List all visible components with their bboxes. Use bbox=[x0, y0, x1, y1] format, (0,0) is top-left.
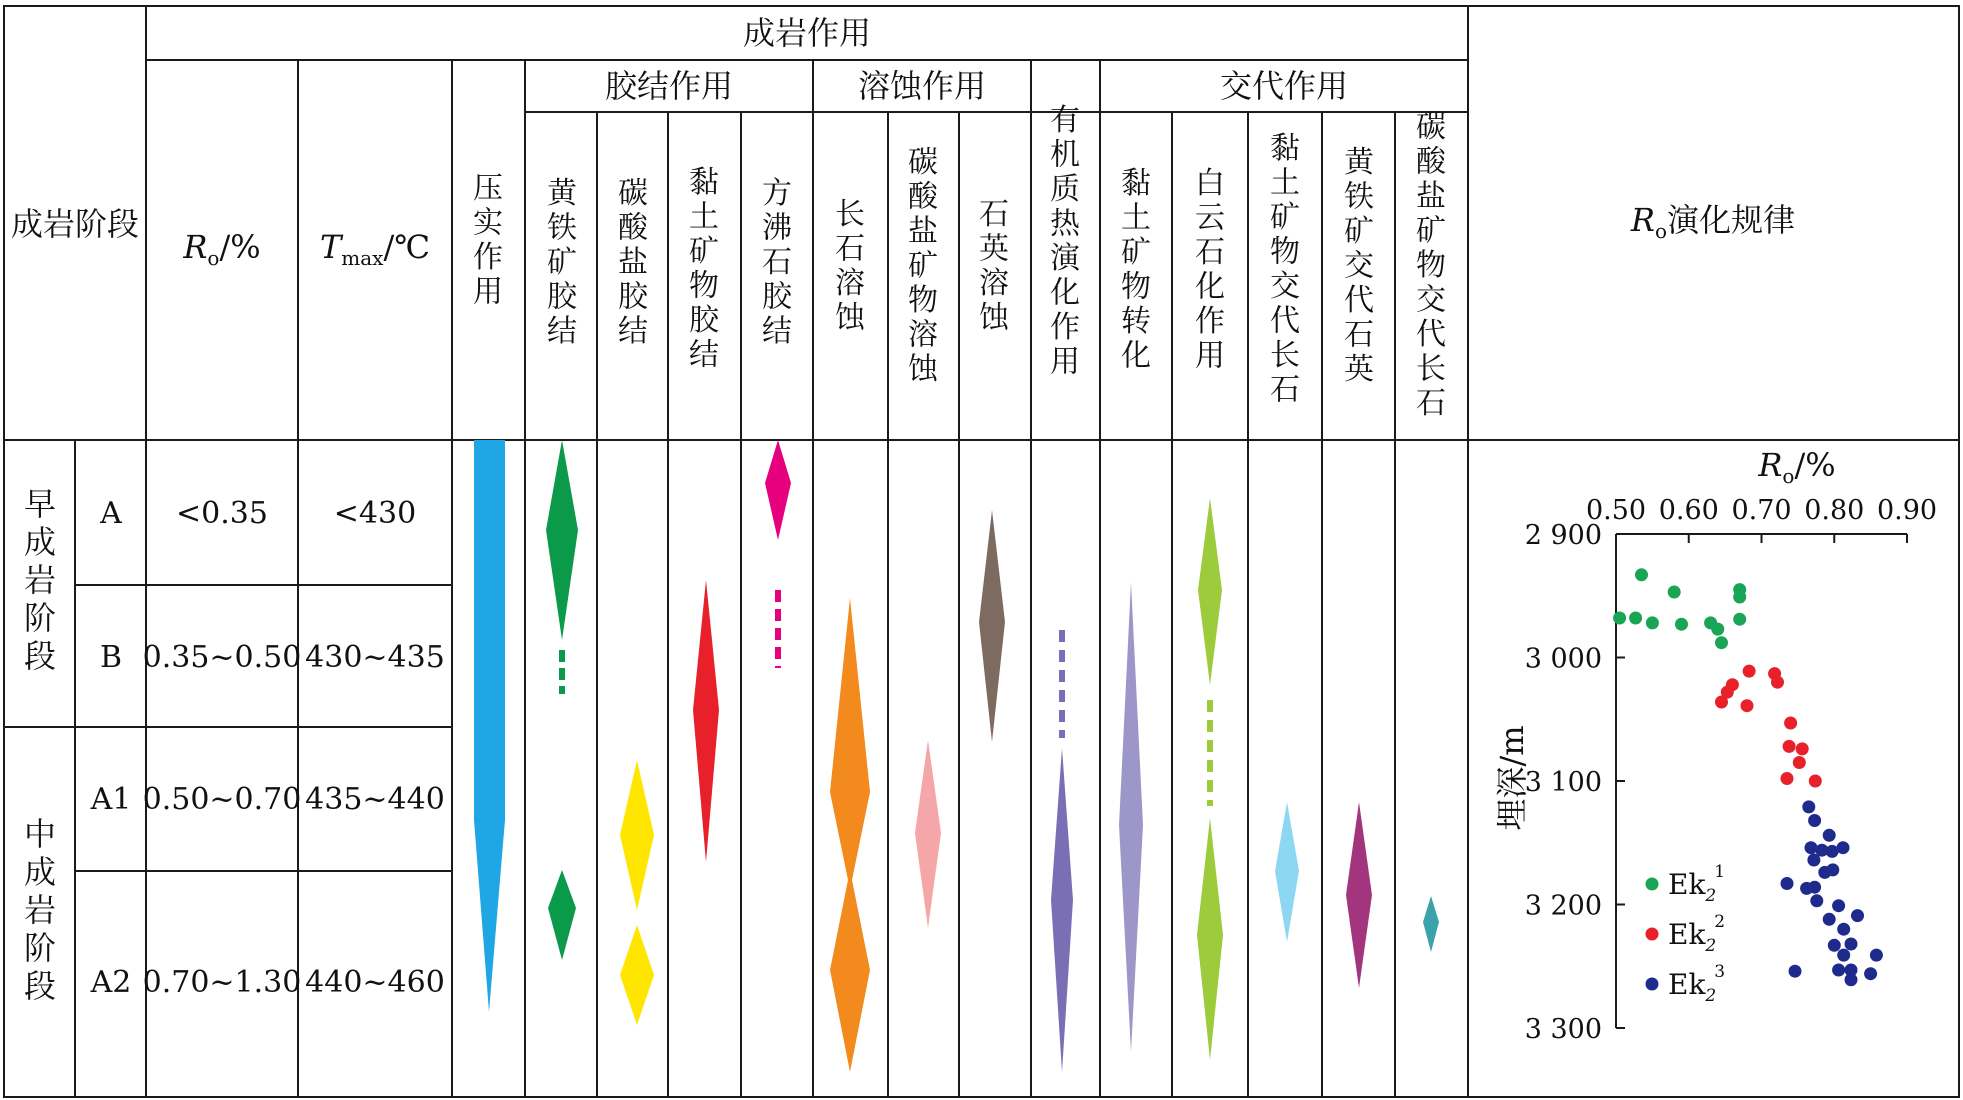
data-point-series-2 bbox=[1741, 699, 1754, 712]
legend-label: $Ek_21$ bbox=[1668, 862, 1726, 906]
dissolution-header: 溶蚀作用 bbox=[857, 67, 987, 105]
pyrite-cement-diamond-1 bbox=[546, 440, 578, 640]
data-point-series-1 bbox=[1675, 618, 1688, 631]
carbonate-cement-diamond-1 bbox=[620, 760, 654, 910]
y-tick-label: 3 300 bbox=[1524, 1014, 1602, 1045]
data-point-series-2 bbox=[1783, 740, 1796, 753]
chart-x-ticks bbox=[1586, 495, 1937, 543]
ro-evolution-header: $R_o$演化规律 bbox=[1630, 201, 1796, 243]
clay-cement-label: 黏土矿物胶结 bbox=[689, 165, 719, 373]
clay-replace-diamond bbox=[1275, 802, 1299, 942]
compaction-bar bbox=[474, 440, 505, 1012]
legend-marker bbox=[1646, 978, 1659, 991]
row-b-ro: 0.35~0.50 bbox=[142, 640, 302, 675]
legend-marker bbox=[1646, 928, 1659, 941]
row-a2-ro: 0.70~1.30 bbox=[142, 965, 302, 1000]
chart-points bbox=[1613, 568, 1883, 986]
clay-transform-diamond bbox=[1119, 582, 1143, 1052]
middle-stage-label: 中成岩阶段 bbox=[23, 815, 57, 1005]
feldspar-diss-label: 长石溶蚀 bbox=[835, 197, 865, 336]
ro-header: $R_o/\%$ bbox=[183, 228, 261, 270]
carbonate-diss-diamond bbox=[915, 740, 941, 928]
data-point-series-3 bbox=[1810, 894, 1823, 907]
dolomite-diamond-1 bbox=[1198, 498, 1222, 685]
y-tick-label: 3 000 bbox=[1524, 643, 1602, 675]
cementation-header: 胶结作用 bbox=[604, 67, 734, 105]
data-point-series-3 bbox=[1807, 854, 1820, 867]
data-point-series-3 bbox=[1826, 863, 1839, 876]
organic-diamond bbox=[1051, 748, 1073, 1072]
data-point-series-1 bbox=[1733, 591, 1746, 604]
data-point-series-3 bbox=[1808, 814, 1821, 827]
row-a-ro: <0.35 bbox=[176, 496, 268, 531]
data-point-series-3 bbox=[1781, 877, 1794, 890]
dolomitization-label: 白云石化作用 bbox=[1195, 166, 1225, 374]
feldspar-diss-bar bbox=[830, 598, 870, 1072]
data-point-series-1 bbox=[1613, 612, 1626, 625]
legend-label: $Ek_23$ bbox=[1668, 962, 1726, 1006]
row-a2-sub: A2 bbox=[90, 965, 132, 1000]
early-stage-label: 早成岩阶段 bbox=[23, 485, 57, 675]
row-a-sub: A bbox=[100, 496, 122, 531]
ro-scatter-chart bbox=[1493, 446, 1937, 1045]
data-point-series-1 bbox=[1646, 616, 1659, 629]
chart-y-label: 埋深/m bbox=[1493, 725, 1531, 831]
carbonate-replace-feldspar-label: 碳酸盐矿物交代长石 bbox=[1416, 110, 1446, 421]
x-tick-label: 0.60 bbox=[1658, 495, 1719, 526]
data-point-series-3 bbox=[1823, 829, 1836, 842]
pyrite-replace-diamond bbox=[1346, 802, 1372, 988]
row-a2-tmax: 440~460 bbox=[305, 965, 445, 1000]
data-point-series-3 bbox=[1837, 923, 1850, 936]
row-a1-sub: A1 bbox=[90, 782, 132, 817]
pyrite-cement-label: 黄铁矿胶结 bbox=[547, 176, 577, 349]
clay-replace-feldspar-label: 黏土矿物交代长石 bbox=[1270, 131, 1300, 408]
data-point-series-2 bbox=[1781, 772, 1794, 785]
pyrite-replace-quartz-label: 黄铁矿交代石英 bbox=[1344, 145, 1374, 387]
data-point-series-3 bbox=[1845, 938, 1858, 951]
data-point-series-3 bbox=[1837, 841, 1850, 854]
chart-legend bbox=[1646, 862, 1726, 1006]
x-tick-label: 0.90 bbox=[1876, 495, 1938, 526]
data-point-series-1 bbox=[1715, 636, 1728, 649]
carbonate-replace-diamond bbox=[1423, 896, 1439, 952]
data-point-series-3 bbox=[1800, 882, 1813, 895]
quartz-diss-label: 石英溶蚀 bbox=[979, 197, 1009, 336]
carbonate-diss-label: 碳酸盐矿物溶蚀 bbox=[908, 145, 938, 387]
row-b-sub: B bbox=[99, 640, 123, 675]
data-point-series-1 bbox=[1629, 612, 1642, 625]
data-point-series-3 bbox=[1845, 973, 1858, 986]
data-point-series-1 bbox=[1733, 613, 1746, 626]
data-point-series-2 bbox=[1793, 756, 1806, 769]
data-point-series-3 bbox=[1823, 913, 1836, 926]
data-point-series-1 bbox=[1668, 586, 1681, 599]
y-tick-label: 3 200 bbox=[1524, 890, 1602, 922]
zeolite-cement-label: 方沸石胶结 bbox=[762, 176, 792, 349]
organic-label: 有机质热演化作用 bbox=[1050, 103, 1080, 380]
process-bars bbox=[474, 440, 1439, 1072]
carbonate-cement-diamond-2 bbox=[620, 925, 654, 1025]
data-point-series-2 bbox=[1809, 775, 1822, 788]
dolomite-diamond-2 bbox=[1197, 818, 1223, 1060]
chart-y-ticks bbox=[1525, 520, 1625, 1045]
pyrite-cement-diamond-2 bbox=[548, 870, 576, 960]
data-point-series-3 bbox=[1851, 909, 1864, 922]
data-point-series-2 bbox=[1715, 696, 1728, 709]
data-point-series-2 bbox=[1771, 676, 1784, 689]
tmax-header: $T_{max}/℃$ bbox=[319, 228, 431, 270]
data-point-series-3 bbox=[1864, 967, 1877, 980]
x-tick-label: 0.70 bbox=[1731, 495, 1792, 526]
data-point-series-2 bbox=[1796, 742, 1809, 755]
row-b-tmax: 430~435 bbox=[305, 640, 445, 675]
legend-label: $Ek_22$ bbox=[1668, 912, 1726, 956]
x-tick-label: 0.50 bbox=[1585, 495, 1647, 526]
stage-header: 成岩阶段 bbox=[10, 205, 140, 243]
y-tick-label: 3 100 bbox=[1524, 767, 1602, 798]
data-point-series-1 bbox=[1711, 623, 1724, 636]
clay-transform-label: 黏土矿物转化 bbox=[1121, 166, 1151, 374]
data-point-series-3 bbox=[1802, 800, 1815, 813]
row-a-tmax: <430 bbox=[333, 496, 417, 531]
clay-cement-diamond bbox=[693, 580, 719, 862]
data-point-series-3 bbox=[1837, 949, 1850, 962]
data-point-series-3 bbox=[1789, 965, 1802, 978]
carbonate-cement-label: 碳酸盐胶结 bbox=[618, 176, 648, 349]
data-point-series-3 bbox=[1805, 841, 1818, 854]
data-point-series-2 bbox=[1743, 665, 1756, 678]
row-a1-ro: 0.50~0.70 bbox=[142, 782, 302, 817]
y-tick-label: 2 900 bbox=[1524, 520, 1602, 551]
diagenesis-header: 成岩作用 bbox=[742, 14, 872, 52]
replacement-header: 交代作用 bbox=[1219, 67, 1349, 105]
data-point-series-3 bbox=[1832, 899, 1845, 912]
chart-x-label: $R_o/\%$ bbox=[1758, 446, 1836, 488]
compaction-label: 压实作用 bbox=[473, 171, 503, 310]
data-point-series-1 bbox=[1635, 568, 1648, 581]
data-point-series-2 bbox=[1784, 717, 1797, 730]
quartz-diss-diamond bbox=[979, 510, 1005, 742]
x-tick-label: 0.80 bbox=[1804, 495, 1865, 526]
data-point-series-3 bbox=[1870, 949, 1883, 962]
data-point-series-3 bbox=[1828, 939, 1841, 952]
table-grid bbox=[4, 6, 1959, 1097]
row-a1-tmax: 435~440 bbox=[305, 782, 445, 817]
data-point-series-3 bbox=[1832, 964, 1845, 977]
legend-marker bbox=[1646, 878, 1659, 891]
zeolite-diamond bbox=[765, 440, 791, 540]
